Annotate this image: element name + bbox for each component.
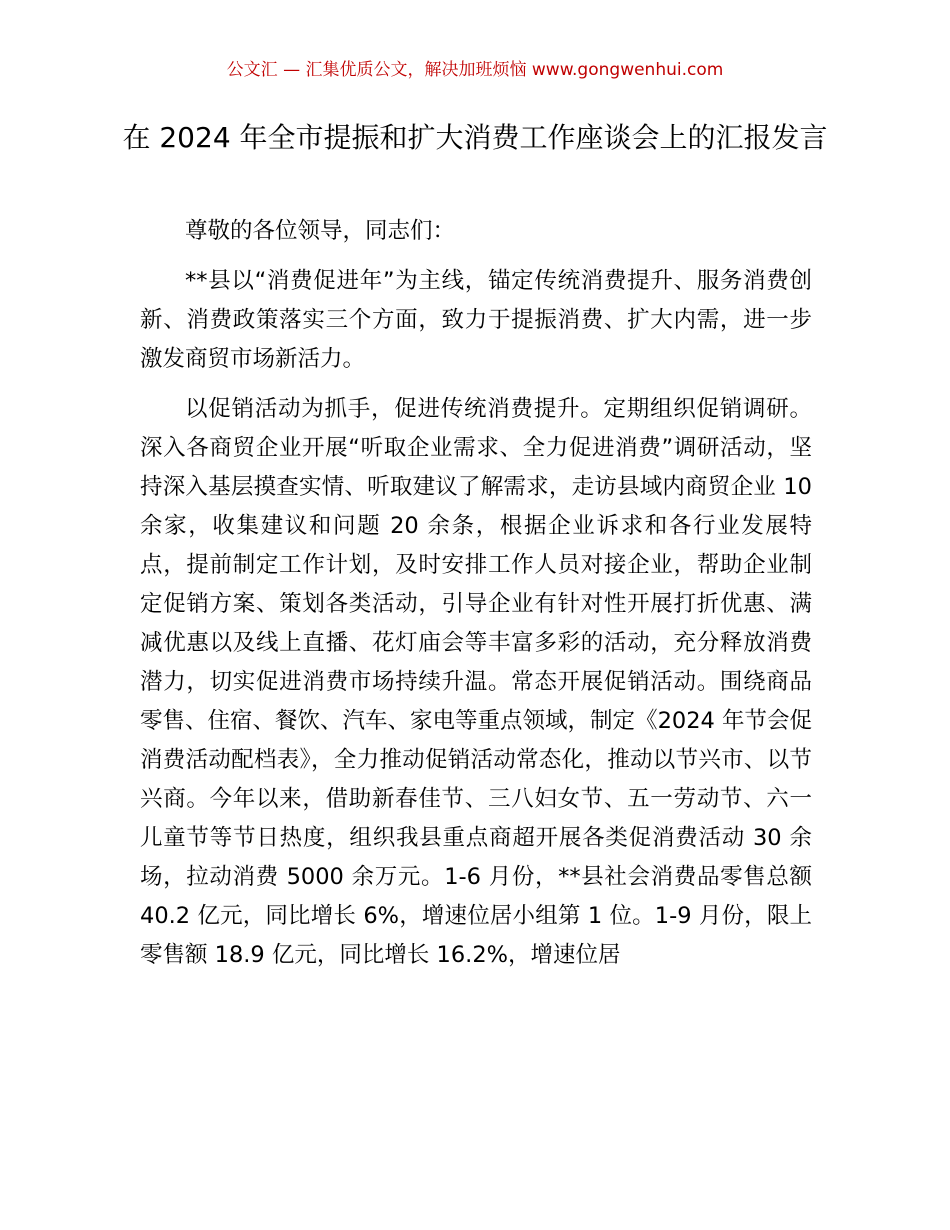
paragraph: **县以“消费促进年”为主线，锚定传统消费提升、服务消费创新、消费政策落实三个方面，致力于提振消费、扩大内需，进一步激发商贸市场新活力。	[140, 268, 812, 372]
document-body	[140, 212, 812, 986]
document-title: 在 2024 年全市提振和扩大消费工作座谈会上的汇报发言	[122, 121, 828, 154]
paragraph: 以促销活动为抓手，促进传统消费提升。定期组织促销调研。深入各商贸企业开展“听取企业需求、全力促进消费”调研活动，坚持深入基层摸查实情、听取建议了解需求，走访县域内商贸企业 10 余家，收集建议和问题 20 余条，根据企业诉求和各行业发展特点，提前制定工作计划，及时安排工作人员对接企业，帮助企业制定促销方案、策划各类活动，引导企业有针对性开展打折优惠、满减优惠以及线上直播、花灯庙会等丰富多彩的活动，充分释放消费潜力，切实促进消费市场持续升温。常态开展促销活动。围绕商品零售、住宿、餐饮、汽车、家电等重点领域，制定《2024 年节会促消费活动配档表》，全力推动促销活动常态化，推动以节兴市、以节兴商。今年以来，借助新春佳节、三八妇女节、五一劳动节、六一儿童节等节日热度，组织我县重点商超开展各类促消费活动 30 余场，拉动消费 5000 余万元。1-6 月份，**县社会消费品零售总额 40.2 亿元，同比增长 6%，增速位居小组第 1 位。1-9 月份，限上零售额 18.9 亿元，同比增长 16.2%，增速位居	[140, 396, 812, 968]
watermark-header: 公文汇 — 汇集优质公文，解决加班烦恼 www.gongwenhui.com	[226, 60, 724, 80]
salutation: 尊敬的各位领导，同志们：	[185, 218, 456, 244]
